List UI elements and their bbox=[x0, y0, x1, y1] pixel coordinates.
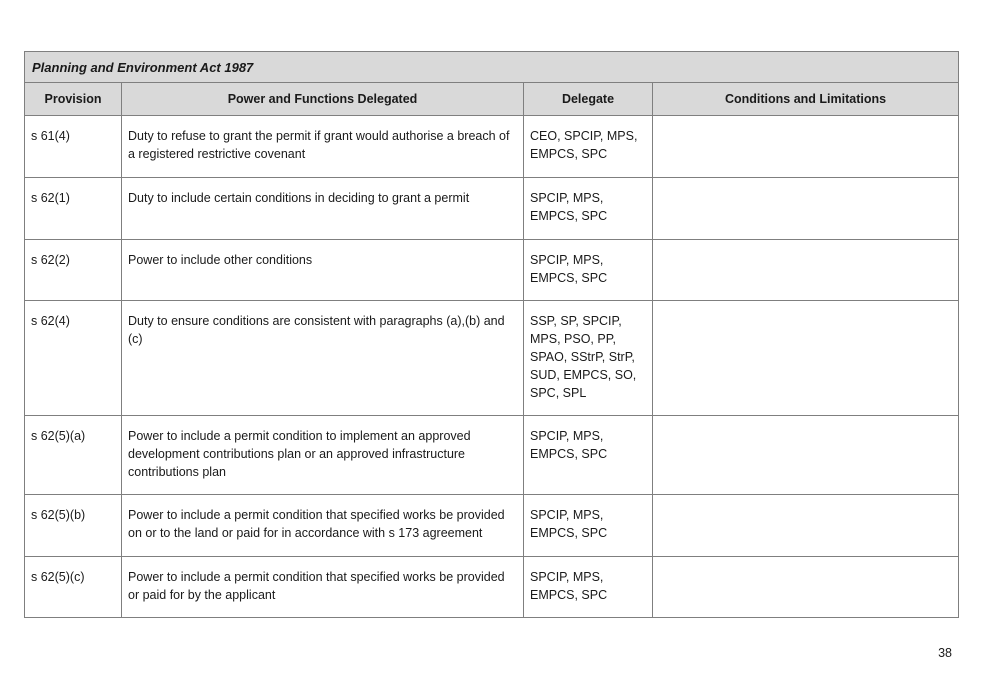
delegate-cell: SPCIP, MPS, EMPCS, SPC bbox=[524, 240, 653, 301]
table-row bbox=[25, 116, 959, 178]
table-row bbox=[25, 495, 959, 557]
provision-cell: s 62(5)(c) bbox=[25, 557, 122, 618]
table-row bbox=[25, 178, 959, 240]
conditions-cell bbox=[653, 557, 959, 618]
conditions-cell bbox=[653, 301, 959, 416]
power-cell: Duty to include certain conditions in deciding to grant a permit bbox=[122, 178, 524, 240]
provision-cell: s 61(4) bbox=[25, 116, 122, 178]
column-header-delegate: Delegate bbox=[524, 83, 653, 116]
delegate-cell: SPCIP, MPS, EMPCS, SPC bbox=[524, 416, 653, 495]
column-header-provision: Provision bbox=[25, 83, 122, 116]
column-header-conditions: Conditions and Limitations bbox=[653, 83, 959, 116]
provision-cell: s 62(4) bbox=[25, 301, 122, 416]
delegate-cell: SPCIP, MPS, EMPCS, SPC bbox=[524, 557, 653, 618]
power-cell: Power to include other conditions bbox=[122, 240, 524, 301]
power-cell: Power to include a permit condition that specified works be provided or paid for by the applicant bbox=[122, 557, 524, 618]
provision-cell: s 62(5)(b) bbox=[25, 495, 122, 557]
conditions-cell bbox=[653, 178, 959, 240]
table-row bbox=[25, 240, 959, 301]
table-row bbox=[25, 557, 959, 618]
delegate-cell: CEO, SPCIP, MPS, EMPCS, SPC bbox=[524, 116, 653, 178]
page-number: 38 bbox=[938, 646, 952, 660]
conditions-cell bbox=[653, 495, 959, 557]
provision-cell: s 62(2) bbox=[25, 240, 122, 301]
provision-cell: s 62(1) bbox=[25, 178, 122, 240]
table-row bbox=[25, 301, 959, 416]
column-header-power: Power and Functions Delegated bbox=[122, 83, 524, 116]
power-cell: Duty to refuse to grant the permit if grant would authorise a breach of a registered restrictive covenant bbox=[122, 116, 524, 178]
power-cell: Power to include a permit condition that specified works be provided on or to the land or paid for in accordance with s 173 agreement bbox=[122, 495, 524, 557]
power-cell: Duty to ensure conditions are consistent with paragraphs (a),(b) and (c) bbox=[122, 301, 524, 416]
conditions-cell bbox=[653, 416, 959, 495]
delegate-cell: SPCIP, MPS, EMPCS, SPC bbox=[524, 495, 653, 557]
power-cell: Power to include a permit condition to implement an approved development contributions plan or an approved infrastructure contributions plan bbox=[122, 416, 524, 495]
provision-cell: s 62(5)(a) bbox=[25, 416, 122, 495]
delegation-table bbox=[24, 51, 959, 618]
delegate-cell: SSP, SP, SPCIP, MPS, PSO, PP, SPAO, SStrP, StrP, SUD, EMPCS, SO, SPC, SPL bbox=[524, 301, 653, 416]
table-header-row bbox=[25, 83, 959, 116]
conditions-cell bbox=[653, 116, 959, 178]
table-title: Planning and Environment Act 1987 bbox=[25, 52, 959, 83]
delegate-cell: SPCIP, MPS, EMPCS, SPC bbox=[524, 178, 653, 240]
table-row bbox=[25, 416, 959, 495]
conditions-cell bbox=[653, 240, 959, 301]
table-title-row bbox=[25, 52, 959, 83]
